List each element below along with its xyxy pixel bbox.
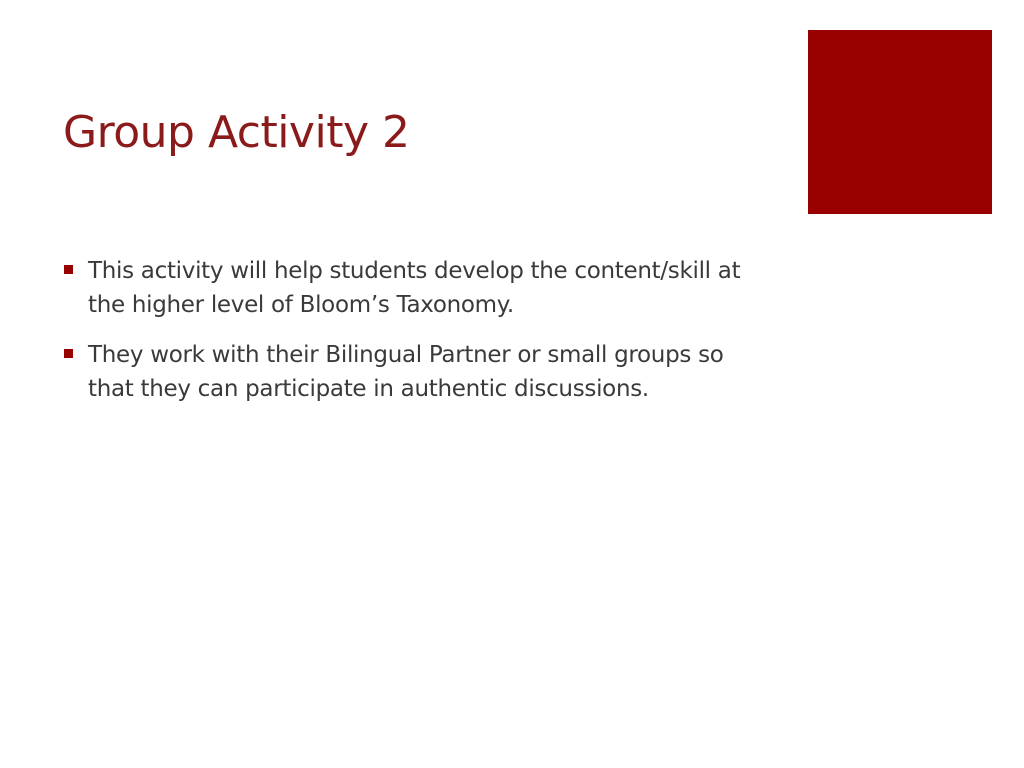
list-item	[62, 338, 762, 406]
bullet-text: They work with their Bilingual Partner or small groups so that they can participate in authentic discussions.	[88, 342, 724, 402]
square-bullet-icon	[64, 265, 73, 274]
accent-block	[808, 30, 992, 214]
bullet-list	[62, 254, 762, 422]
list-item	[62, 254, 762, 322]
bullet-text: This activity will help students develop the content/skill at the higher level of Bloom’s Taxonomy.	[88, 258, 741, 318]
slide-title: Group Activity 2	[63, 107, 410, 158]
square-bullet-icon	[64, 349, 73, 358]
